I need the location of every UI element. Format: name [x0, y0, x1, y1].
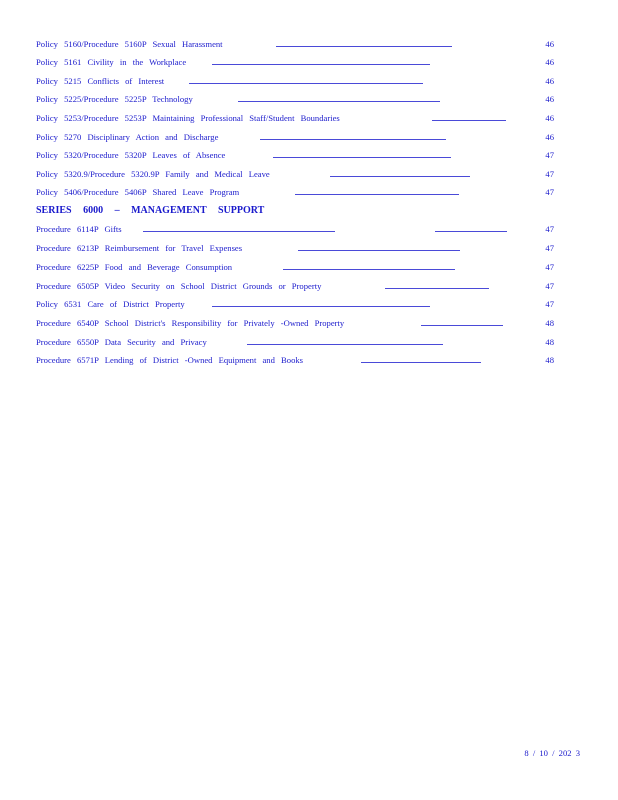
- toc-page-number: 47: [545, 243, 554, 253]
- toc-page-number: 47: [545, 187, 554, 197]
- toc-entry-5215[interactable]: [36, 74, 554, 88]
- toc-entry-6531[interactable]: [36, 297, 554, 311]
- toc-entry-title: Procedure 6550P Data Security and Privacy: [36, 337, 207, 347]
- toc-entry-5270[interactable]: [36, 130, 554, 144]
- toc-entry-5225[interactable]: [36, 92, 554, 106]
- toc-page-number: 46: [545, 132, 554, 142]
- toc-page-number: 46: [545, 76, 554, 86]
- toc-page-number: 47: [545, 224, 554, 234]
- toc-entry-5253[interactable]: [36, 111, 554, 125]
- toc-entry-title: Policy 5253/Procedure 5253P Maintaining Professional Staff/Student Boundaries: [36, 113, 340, 123]
- toc-page-number: 48: [545, 318, 554, 328]
- section-heading[interactable]: SERIES 6000 – MANAGEMENT SUPPORT: [36, 205, 265, 216]
- toc-page-number: 48: [545, 355, 554, 365]
- toc-entry-title: Procedure 6540P School District's Responsibility for Privately -Owned Property: [36, 318, 345, 328]
- dot-leader: [361, 362, 481, 363]
- toc-entry-5320-9[interactable]: [36, 167, 554, 181]
- dot-leader: [435, 231, 507, 232]
- toc-entry-title: Policy 5406/Procedure 5406P Shared Leave Program: [36, 187, 240, 197]
- dot-leader: [189, 83, 423, 84]
- toc-entry-6225[interactable]: [36, 260, 554, 274]
- dot-leader: [260, 139, 446, 140]
- toc-entry-5160[interactable]: [36, 37, 554, 51]
- toc-entry-title: Procedure 6225P Food and Beverage Consumption: [36, 262, 233, 272]
- dot-leader: [238, 101, 440, 102]
- dot-leader: [273, 157, 451, 158]
- dot-leader: [283, 269, 455, 270]
- toc-page-number: 47: [545, 299, 554, 309]
- toc-page-number: 47: [545, 150, 554, 160]
- toc-entry-6114[interactable]: [36, 222, 554, 236]
- dot-leader: [421, 325, 503, 326]
- dot-leader: [143, 231, 335, 232]
- toc-page-number: 48: [545, 337, 554, 347]
- toc-entry-6571[interactable]: [36, 353, 554, 367]
- dot-leader: [212, 64, 430, 65]
- toc-page-number: 47: [545, 262, 554, 272]
- toc-entry-title: Procedure 6213P Reimbursement for Travel Expenses: [36, 243, 243, 253]
- dot-leader: [276, 46, 452, 47]
- toc-entry-5406[interactable]: [36, 185, 554, 199]
- toc-entry-6213[interactable]: [36, 241, 554, 255]
- dot-leader: [385, 288, 489, 289]
- toc-entry-title: Policy 6531 Care of District Property: [36, 299, 185, 309]
- footer-date: 8 / 10 / 202 3: [524, 748, 580, 758]
- toc-entry-6540[interactable]: [36, 316, 554, 330]
- toc-entry-title: Procedure 6571P Lending of District -Owned Equipment and Books: [36, 355, 304, 365]
- toc-entry-title: Procedure 6505P Video Security on School District Grounds or Property: [36, 281, 322, 291]
- dot-leader: [295, 194, 459, 195]
- dot-leader: [330, 176, 470, 177]
- toc-entry-5320[interactable]: [36, 148, 554, 162]
- toc-page-number: 46: [545, 113, 554, 123]
- toc-page-number: 47: [545, 281, 554, 291]
- toc-entry-title: Policy 5320.9/Procedure 5320.9P Family and Medical Leave: [36, 169, 270, 179]
- toc-entry-title: Policy 5270 Disciplinary Action and Discharge: [36, 132, 219, 142]
- toc-entry-6505[interactable]: [36, 279, 554, 293]
- dot-leader: [247, 344, 443, 345]
- toc-page-number: 46: [545, 94, 554, 104]
- toc-page-number: 46: [545, 39, 554, 49]
- toc-entry-title: Policy 5161 Civility in the Workplace: [36, 57, 187, 67]
- dot-leader: [432, 120, 506, 121]
- toc-entry-title: Policy 5225/Procedure 5225P Technology: [36, 94, 193, 104]
- toc-entry-5161[interactable]: [36, 55, 554, 69]
- toc-entry-title: Policy 5160/Procedure 5160P Sexual Harassment: [36, 39, 223, 49]
- toc-page-number: 46: [545, 57, 554, 67]
- toc-entry-6550[interactable]: [36, 335, 554, 349]
- toc-entry-title: Policy 5320/Procedure 5320P Leaves of Absence: [36, 150, 226, 160]
- toc-entry-title: Policy 5215 Conflicts of Interest: [36, 76, 165, 86]
- toc-entry-title: Procedure 6114P Gifts: [36, 224, 122, 234]
- toc-page-number: 47: [545, 169, 554, 179]
- dot-leader: [212, 306, 430, 307]
- dot-leader: [298, 250, 460, 251]
